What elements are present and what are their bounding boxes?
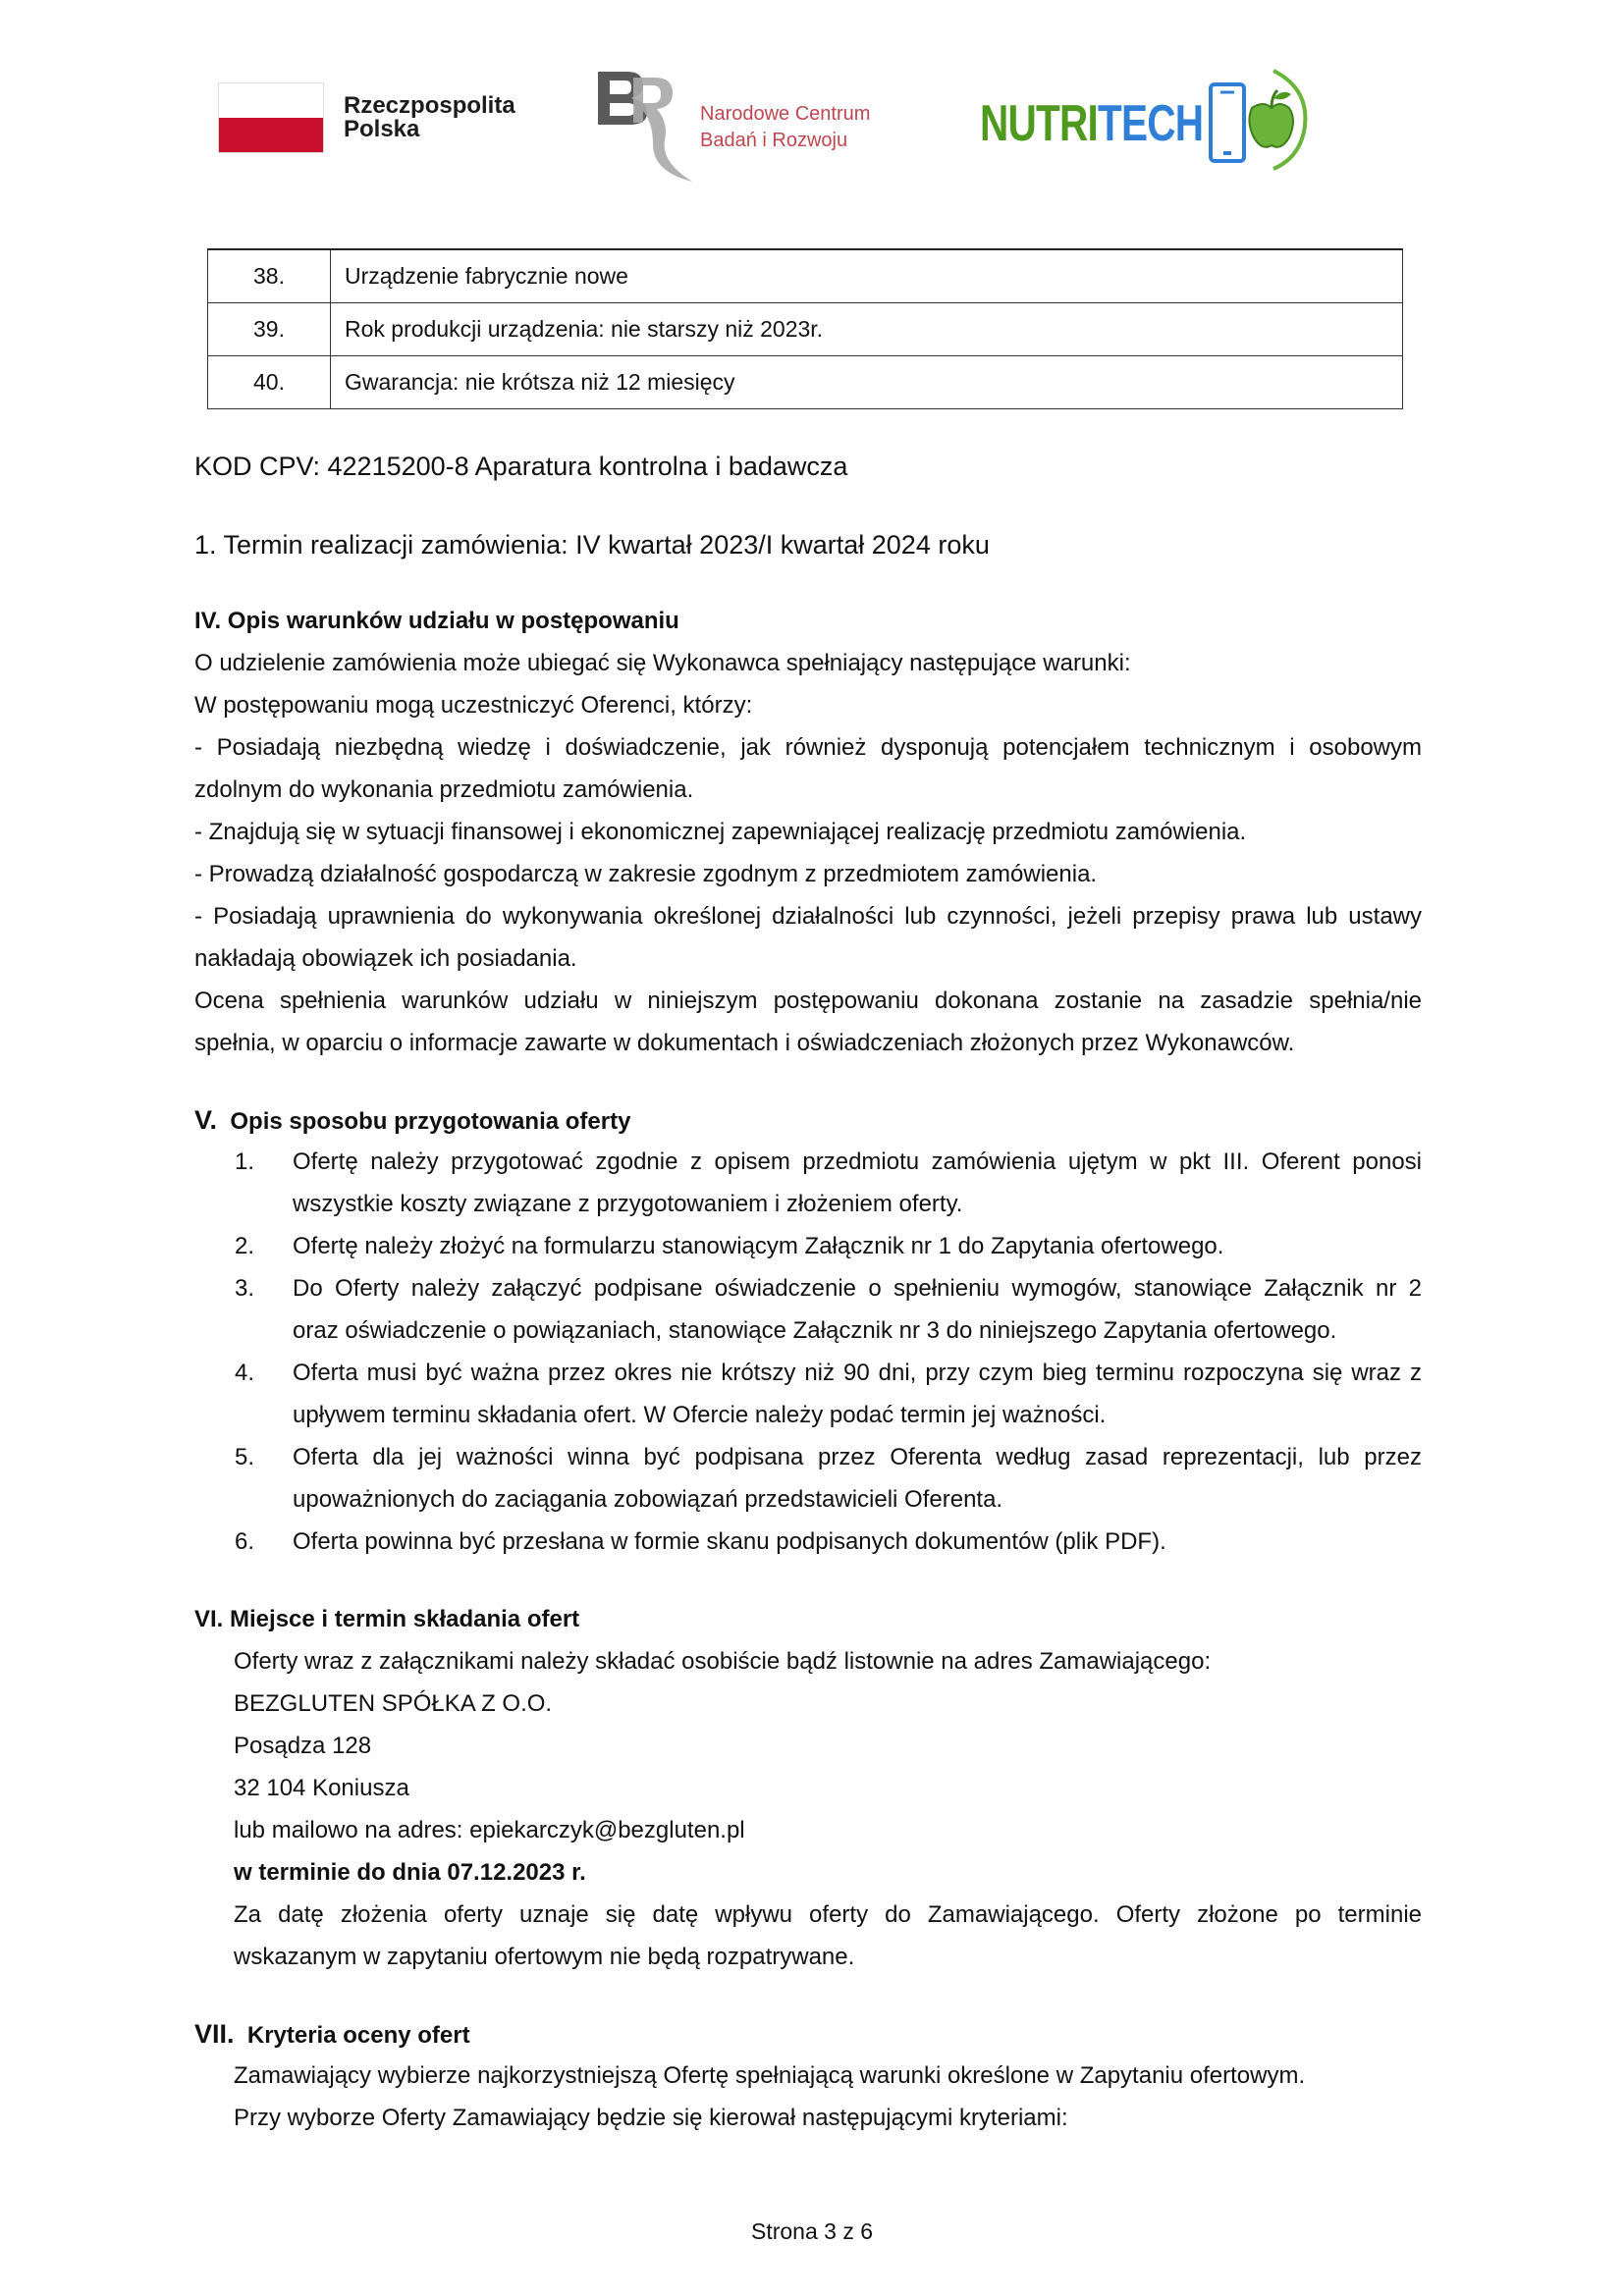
paragraph-line: Zamawiający wybierze najkorzystniejszą Ofertę spełniającą warunki określone w Zapytaniu ofertowym. xyxy=(234,2062,1306,2089)
list-item-text: Ofertę należy przygotować zgodnie z opisem przedmiotu zamówienia ujętym w pkt III. Oferent ponosi xyxy=(293,1148,1422,1175)
apple-icon xyxy=(1249,90,1293,147)
paragraph-line: spełnia, w oparciu o informacje zawarte w dokumentach i oświadczeniach złożonych przez Wykonawców. xyxy=(194,1030,1295,1056)
realization-term: 1. Termin realizacji zamówienia: IV kwartał 2023/I kwartał 2024 roku xyxy=(194,530,990,560)
table-row xyxy=(208,249,1403,303)
logo-text-line2: Badań i Rozwoju xyxy=(700,130,848,151)
list-item-text: upływem terminu składania ofert. W Ofercie należy podać termin jej ważności. xyxy=(293,1402,1107,1428)
cpv-code: KOD CPV: 42215200-8 Aparatura kontrolna i badawcza xyxy=(194,452,848,481)
logo-text-tech: TECH xyxy=(1098,95,1204,152)
list-item-number: 5. xyxy=(235,1444,255,1470)
spec-table xyxy=(207,248,1403,409)
list-item-text: Do Oferty należy załączyć podpisane oświadczenie o spełnieniu wymogów, stanowiące Załącznik nr 2 xyxy=(293,1275,1422,1302)
address-city: 32 104 Koniusza xyxy=(234,1775,409,1801)
list-item-text: wszystkie koszty związane z przygotowaniem i złożeniem oferty. xyxy=(293,1191,963,1217)
list-item-text: upoważnionych do zaciągania zobowiązań przedstawicieli Oferenta. xyxy=(293,1486,1003,1513)
logo-rzeczpospolita-polska xyxy=(218,82,532,157)
email-line: lub mailowo na adres: epiekarczyk@bezgluten.pl xyxy=(234,1817,745,1843)
list-item-text: Ofertę należy złożyć na formularzu stanowiącym Załącznik nr 1 do Zapytania ofertowego. xyxy=(293,1233,1224,1259)
section-5-title xyxy=(194,1105,630,1137)
table-row xyxy=(208,356,1403,409)
row-text: Rok produkcji urządzenia: nie starszy niż 2023r. xyxy=(331,303,1403,356)
paragraph-line: Oferty wraz z załącznikami należy składać osobiście bądź listownie na adres Zamawiającego: xyxy=(234,1648,1212,1675)
row-number: 39. xyxy=(208,303,331,356)
list-item-text: Oferta powinna być przesłana w formie skanu podpisanych dokumentów (plik PDF). xyxy=(293,1528,1166,1555)
list-item-number: 4. xyxy=(235,1360,255,1386)
list-item-text: Oferta musi być ważna przez okres nie krótszy niż 90 dni, przy czym bieg terminu rozpoczyna się wraz z xyxy=(293,1360,1422,1386)
section-7-title xyxy=(194,2019,470,2051)
table-row xyxy=(208,303,1403,356)
paragraph-line: - Znajdują się w sytuacji finansowej i ekonomicznej zapewniającej realizację przedmiotu zamówienia. xyxy=(194,819,1247,845)
page-number: Strona 3 z 6 xyxy=(750,2218,874,2244)
deadline: w terminie do dnia 07.12.2023 r. xyxy=(234,1859,586,1886)
row-number: 40. xyxy=(208,356,331,409)
list-item-text: oraz oświadczenie o powiązaniach, stanowiące Załącznik nr 3 do niniejszego Zapytania ofertowego. xyxy=(293,1317,1337,1344)
logo-text-line2: Polska xyxy=(344,116,420,142)
section-6-title: VI. Miejsce i termin składania ofert xyxy=(194,1606,580,1632)
paragraph-line: O udzielenie zamówienia może ubiegać się Wykonawca spełniający następujące warunki: xyxy=(194,650,1131,676)
paragraph-line: nakładają obowiązek ich posiadania. xyxy=(194,945,577,972)
logo-ncbr xyxy=(594,64,918,187)
row-text: Urządzenie fabrycznie nowe xyxy=(331,249,1403,303)
row-text: Gwarancja: nie krótsza niż 12 miesięcy xyxy=(331,356,1403,409)
paragraph-line: W postępowaniu mogą uczestniczyć Oferenci, którzy: xyxy=(194,692,753,719)
logo-text-line1: Narodowe Centrum xyxy=(700,103,871,125)
list-item-number: 6. xyxy=(235,1528,255,1555)
address-street: Posądza 128 xyxy=(234,1733,372,1759)
paragraph-line: wskazanym w zapytaniu ofertowym nie będą rozpatrywane. xyxy=(234,1944,855,1970)
row-number: 38. xyxy=(208,249,331,303)
logo-nutritech xyxy=(977,67,1311,175)
section-roman: V. xyxy=(194,1105,218,1135)
section-roman: VII. xyxy=(194,2019,235,2049)
list-item-number: 3. xyxy=(235,1275,255,1302)
paragraph-line: Za datę złożenia oferty uznaje się datę wpływu oferty do Zamawiającego. Oferty złożone po terminie xyxy=(234,1901,1422,1928)
section-title-text: Kryteria oceny ofert xyxy=(246,2022,470,2049)
paragraph-line: zdolnym do wykonania przedmiotu zamówienia. xyxy=(194,776,694,803)
paragraph-line: - Posiadają niezbędną wiedzę i doświadczenie, jak również dysponują potencjałem technicznym i osobowym xyxy=(194,734,1422,761)
br-monogram-icon xyxy=(594,64,702,187)
header-logos xyxy=(0,59,1624,187)
paragraph-line: - Prowadzą działalność gospodarczą w zakresie zgodnym z przedmiotem zamówienia. xyxy=(194,861,1098,887)
polish-flag-icon xyxy=(218,82,324,153)
paragraph-line: Przy wyborze Oferty Zamawiający będzie się kierował następującymi kryteriami: xyxy=(234,2105,1068,2131)
logo-text-line1: Rzeczpospolita xyxy=(344,92,515,119)
list-item-number: 1. xyxy=(235,1148,255,1175)
section-title-text: Opis sposobu przygotowania oferty xyxy=(230,1108,631,1135)
list-item-text: Oferta dla jej ważności winna być podpisana przez Oferenta według zasad reprezentacji, lub przez xyxy=(293,1444,1422,1470)
section-4-title: IV. Opis warunków udziału w postępowaniu xyxy=(194,608,679,634)
company-name: BEZGLUTEN SPÓŁKA Z O.O. xyxy=(234,1690,553,1717)
paragraph-line: - Posiadają uprawnienia do wykonywania określonej działalności lub czynności, jeżeli przepisy prawa lub ustawy xyxy=(194,903,1422,930)
phone-icon xyxy=(1211,84,1244,161)
logo-text-nutri: NUTRI xyxy=(980,95,1099,152)
list-item-number: 2. xyxy=(235,1233,255,1259)
paragraph-line: Ocena spełnienia warunków udziału w niniejszym postępowaniu dokonana zostanie na zasadzie spełnia/nie xyxy=(194,988,1422,1014)
